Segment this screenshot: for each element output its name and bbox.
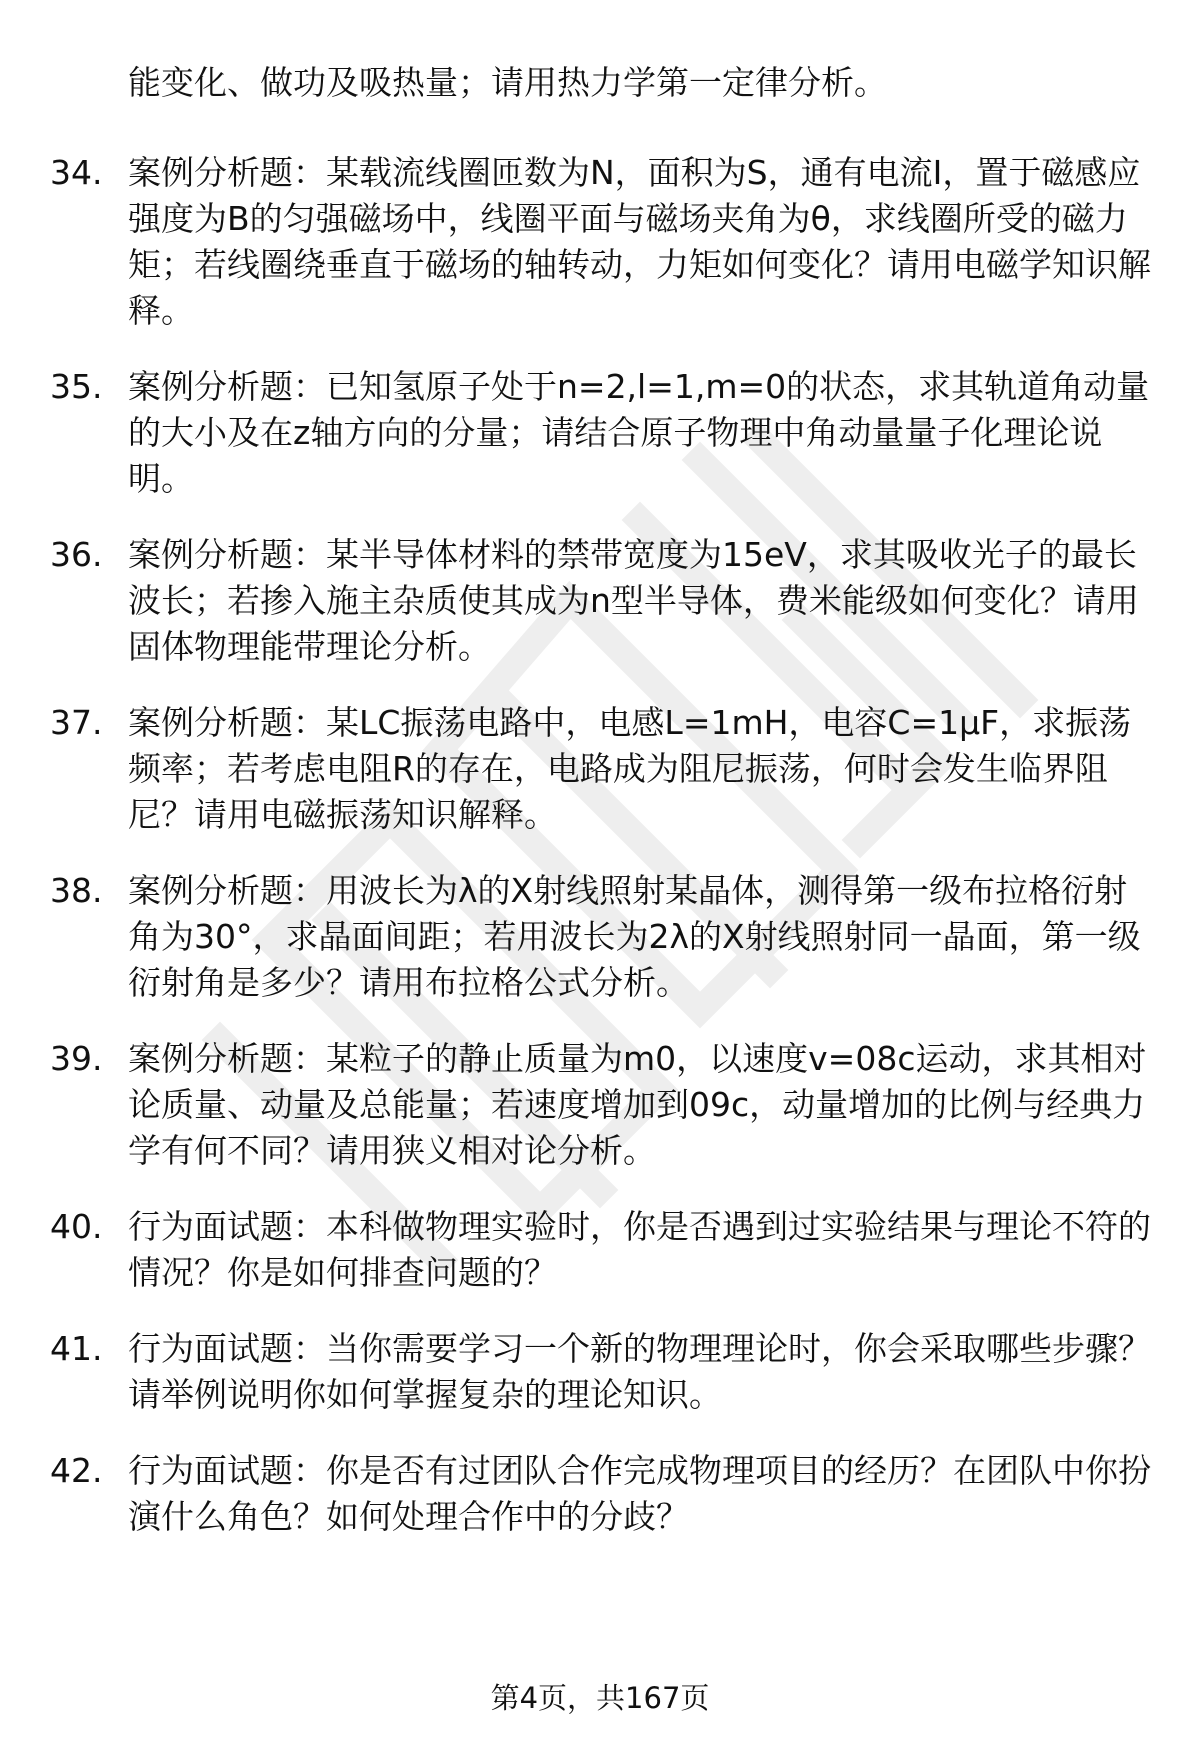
question-item <box>50 364 1160 502</box>
question-text: 案例分析题：用波长为λ的X射线照射某晶体，测得第一级布拉格衍射角为30°，求晶面间距；若用波长为2λ的X射线照射同一晶面，第一级衍射角是多少？请用布拉格公式分析。 <box>128 871 1141 1002</box>
question-text: 行为面试题：你是否有过团队合作完成物理项目的经历？在团队中你扮演什么角色？如何处理合作中的分歧？ <box>128 1451 1151 1536</box>
question-item <box>50 1326 1160 1418</box>
question-number: 42. <box>50 1451 103 1490</box>
question-item <box>50 1448 1160 1540</box>
question-number: 37. <box>50 703 103 742</box>
question-text: 案例分析题：某载流线圈匝数为N，面积为S，通有电流I，置于磁感应强度为B的匀强磁场中，线圈平面与磁场夹角为θ，求线圈所受的磁力矩；若线圈绕垂直于磁场的轴转动，力矩如何变化？请用电磁学知识解释。 <box>128 153 1151 330</box>
question-item <box>50 1036 1160 1174</box>
question-item <box>50 1204 1160 1296</box>
continuation-text: 能变化、做功及吸热量；请用热力学第一定律分析。 <box>128 63 887 102</box>
question-text: 案例分析题：某LC振荡电路中，电感L=1mH，电容C=1μF，求振荡频率；若考虑电阻R的存在，电路成为阻尼振荡，何时会发生临界阻尼？请用电磁振荡知识解释。 <box>128 703 1132 834</box>
question-number: 39. <box>50 1039 103 1078</box>
question-text: 行为面试题：当你需要学习一个新的物理理论时，你会采取哪些步骤？请举例说明你如何掌握复杂的理论知识。 <box>128 1329 1151 1414</box>
page-footer: 第4页，共167页 <box>490 1681 710 1715</box>
question-number: 36. <box>50 535 103 574</box>
question-item <box>50 868 1160 1006</box>
question-number: 34. <box>50 153 103 192</box>
question-text: 案例分析题：某半导体材料的禁带宽度为15eV，求其吸收光子的最长波长；若掺入施主杂质使其成为n型半导体，费米能级如何变化？请用固体物理能带理论分析。 <box>128 535 1139 666</box>
question-item <box>50 700 1160 838</box>
question-number: 40. <box>50 1207 103 1246</box>
question-item <box>50 150 1160 334</box>
question-text: 行为面试题：本科做物理实验时，你是否遇到过实验结果与理论不符的情况？你是如何排查问题的？ <box>128 1207 1151 1292</box>
question-text: 案例分析题：已知氢原子处于n=2,l=1,m=0的状态，求其轨道角动量的大小及在z轴方向的分量；请结合原子物理中角动量量子化理论说明。 <box>128 367 1150 498</box>
question-number: 41. <box>50 1329 103 1368</box>
question-item <box>50 532 1160 670</box>
question-number: 35. <box>50 367 103 406</box>
question-text: 案例分析题：某粒子的静止质量为m0，以速度v=08c运动，求其相对论质量、动量及总能量；若速度增加到09c，动量增加的比例与经典力学有何不同？请用狭义相对论分析。 <box>128 1039 1147 1170</box>
question-number: 38. <box>50 871 103 910</box>
question-list <box>50 150 1160 1570</box>
